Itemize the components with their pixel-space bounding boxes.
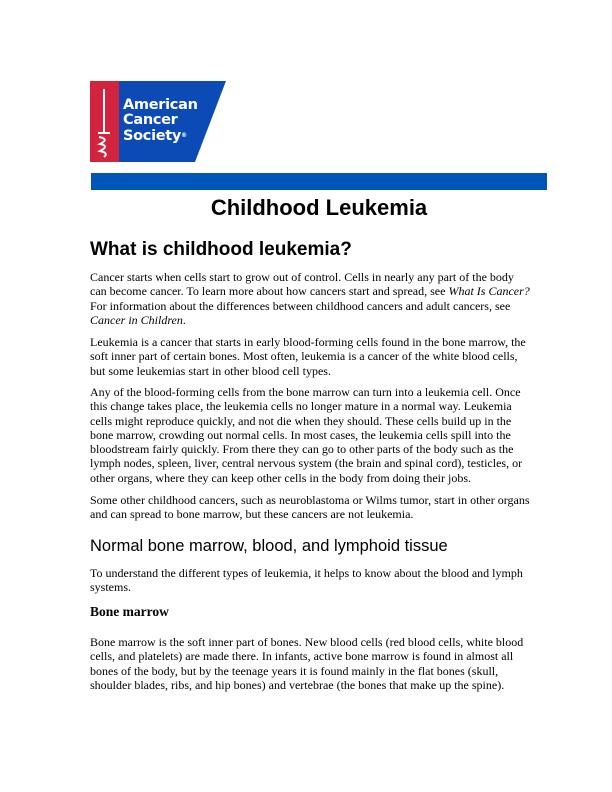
paragraph-intro <box>90 270 530 327</box>
paragraph-blood-lymph-intro: To understand the different types of leukemia, it helps to know about the blood and lymph systems. <box>90 566 523 595</box>
subheading-bone-marrow: Bone marrow <box>90 604 169 619</box>
logo-line-cancer: Cancer <box>123 112 178 128</box>
american-cancer-society-logo <box>90 81 226 162</box>
paragraph-leukemia-cells: Any of the blood-forming cells from the bone marrow can turn into a leukemia cell. Once this change takes place, the leukemia cells no longer mature in a normal way. Leukemia cells might reproduce quickly, and not die when they should. These cells build up in the bone marrow, crowding out normal cells. In most cases, the leukemia cells spill into the bloodstream fairly quickly. From there they can go to other parts of the body such as the lymph nodes, spleen, liver, central nervous system (the brain and spinal cord), testicles, or other organs, where they can keep other cells in the body from doing their jobs. <box>90 385 523 485</box>
link-cancer-in-children[interactable]: Cancer in Children <box>90 312 183 327</box>
logo-line-american: American <box>123 97 198 113</box>
logo-text <box>123 98 198 144</box>
registered-mark: ® <box>181 132 187 139</box>
logo-line-society: Society <box>123 128 182 144</box>
header-bar <box>91 173 547 190</box>
text: Cancer starts when cells start to grow out of control. Cells in nearly any part of the body can become cancer. To learn more about how cancers start and spread, see <box>90 270 514 299</box>
section-heading-what-is: What is childhood leukemia? <box>90 239 352 260</box>
text: . <box>182 312 186 327</box>
paragraph-bone-marrow: Bone marrow is the soft inner part of bones. New blood cells (red blood cells, white blood cells, and platelets) are made there. In infants, active bone marrow is found in almost all bones of the body, but by the teenage years it is found mainly in the flat bones (skull, shoulder blades, ribs, and hip bones) and vertebrae (the bones that make up the spine). <box>90 635 524 692</box>
link-what-is-cancer[interactable]: What Is Cancer? <box>448 284 530 299</box>
section-heading-normal-bone-marrow: Normal bone marrow, blood, and lymphoid tissue <box>90 537 448 555</box>
paragraph-other-cancers: Some other childhood cancers, such as neuroblastoma or Wilms tumor, start in other organs and can spread to bone marrow, but these cancers are not leukemia. <box>90 493 530 522</box>
text: For information about the differences between childhood cancers and adult cancers, see <box>90 298 511 313</box>
document-title: Childhood Leukemia <box>210 195 428 220</box>
paragraph-leukemia-definition: Leukemia is a cancer that starts in early blood-forming cells found in the bone marrow, the soft inner part of certain bones. Most often, leukemia is a cancer of the white blood cells, but some leukemias start in other blood cell types. <box>90 335 526 378</box>
